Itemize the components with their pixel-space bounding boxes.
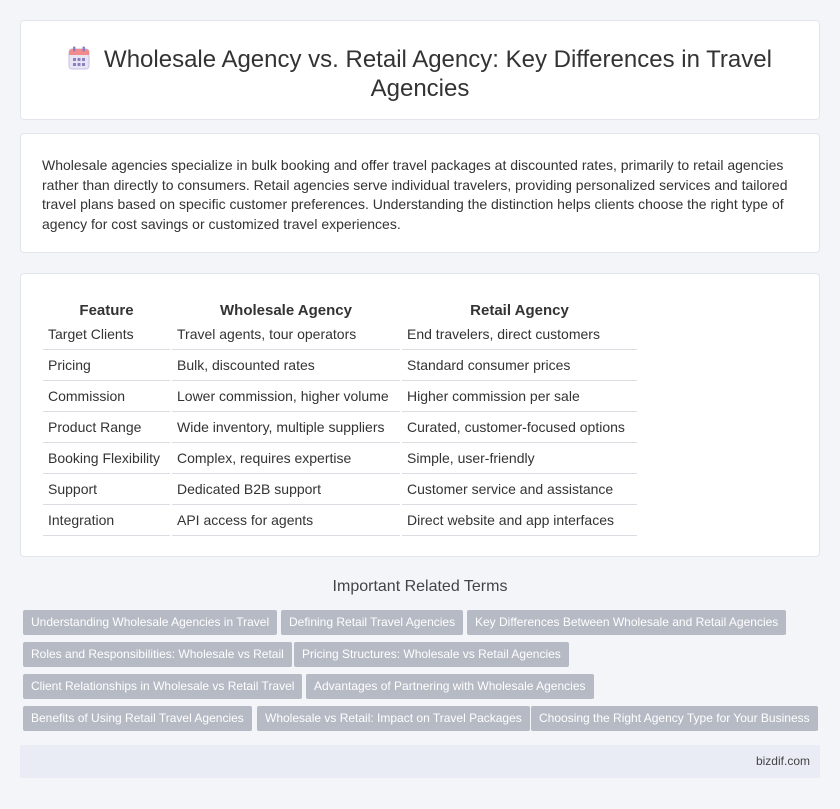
cell-retail: Standard consumer prices (402, 350, 637, 381)
cell-retail: Direct website and app interfaces (402, 505, 637, 536)
related-tag[interactable]: Client Relationships in Wholesale vs Retail Travel (23, 674, 302, 699)
page-title (61, 45, 779, 103)
related-tag[interactable]: Choosing the Right Agency Type for Your Business (531, 706, 818, 731)
table-row (43, 505, 637, 536)
cell-retail: Higher commission per sale (402, 381, 637, 412)
comparison-card (20, 273, 820, 557)
related-tag[interactable]: Advantages of Partnering with Wholesale Agencies (306, 674, 594, 699)
cell-feature: Pricing (43, 350, 170, 381)
table-row (43, 319, 637, 350)
calendar-icon (68, 46, 90, 70)
comparison-table (43, 297, 637, 536)
header-feature: Feature (79, 302, 134, 319)
related-terms-title: Important Related Terms (332, 578, 508, 595)
footer-bar (20, 745, 820, 778)
cell-feature: Booking Flexibility (43, 443, 170, 474)
cell-feature: Integration (43, 505, 170, 536)
cell-wholesale: Lower commission, higher volume (172, 381, 400, 412)
cell-feature: Product Range (43, 412, 170, 443)
related-tag[interactable]: Key Differences Between Wholesale and Retail Agencies (467, 610, 786, 635)
table-row (43, 474, 637, 505)
header-wholesale: Wholesale Agency (220, 302, 352, 319)
cell-feature: Support (43, 474, 170, 505)
cell-wholesale: Dedicated B2B support (172, 474, 400, 505)
related-tag[interactable]: Roles and Responsibilities: Wholesale vs Retail (23, 642, 292, 667)
intro-paragraph: Wholesale agencies specialize in bulk booking and offer travel packages at discounted rates, primarily to retail agencies rather than directly to consumers. Retail agencies serve individual travelers, providing personalized services and tailored travel plans based on specific customer preferences. Understanding the distinction helps clients choose the right type of agency for cost savings or customized travel experiences. (42, 157, 788, 232)
table-header-row (43, 297, 637, 319)
cell-retail: End travelers, direct customers (402, 319, 637, 350)
footer-site[interactable]: bizdif.com (755, 754, 810, 768)
cell-wholesale: Wide inventory, multiple suppliers (172, 412, 400, 443)
intro-card (20, 133, 820, 253)
header-card (20, 20, 820, 120)
cell-wholesale: Complex, requires expertise (172, 443, 400, 474)
cell-wholesale: Bulk, discounted rates (172, 350, 400, 381)
table-row (43, 350, 637, 381)
cell-feature: Target Clients (43, 319, 170, 350)
cell-wholesale: API access for agents (172, 505, 400, 536)
related-tag[interactable]: Understanding Wholesale Agencies in Travel (23, 610, 277, 635)
header-retail: Retail Agency (470, 302, 569, 319)
table-row (43, 412, 637, 443)
cell-wholesale: Travel agents, tour operators (172, 319, 400, 350)
related-tag[interactable]: Defining Retail Travel Agencies (281, 610, 463, 635)
cell-feature: Commission (43, 381, 170, 412)
table-row (43, 443, 637, 474)
page-title-text: Wholesale Agency vs. Retail Agency: Key Differences in Travel Agencies (104, 46, 772, 102)
related-tag[interactable]: Pricing Structures: Wholesale vs Retail Agencies (294, 642, 569, 667)
cell-retail: Curated, customer-focused options (402, 412, 637, 443)
table-row (43, 381, 637, 412)
title-wrap (61, 45, 779, 103)
related-tag[interactable]: Benefits of Using Retail Travel Agencies (23, 706, 252, 731)
cell-retail: Simple, user-friendly (402, 443, 637, 474)
related-tag[interactable]: Wholesale vs Retail: Impact on Travel Packages (257, 706, 530, 731)
cell-retail: Customer service and assistance (402, 474, 637, 505)
